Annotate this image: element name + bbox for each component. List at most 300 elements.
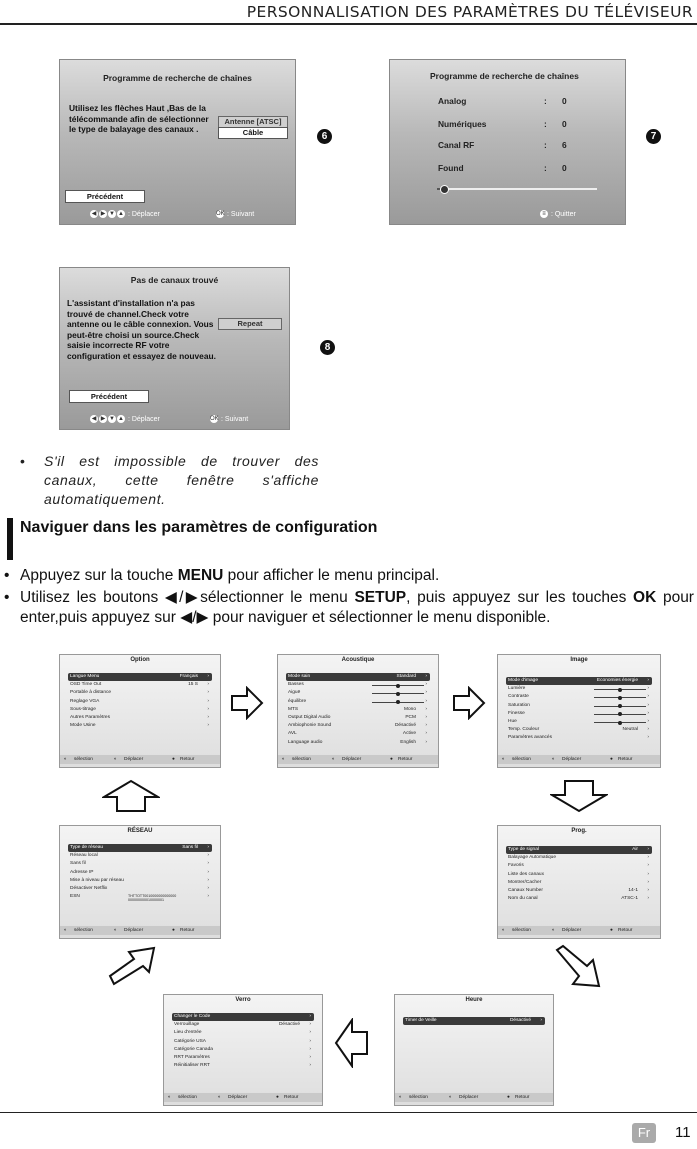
result-separator: : xyxy=(544,96,547,106)
chevron-right-icon: › xyxy=(207,845,209,850)
step-number-6: 6 xyxy=(317,129,332,144)
move-icon: ◐ xyxy=(218,1095,221,1100)
menu-row[interactable] xyxy=(68,714,212,722)
menu-footer xyxy=(395,1093,553,1102)
result-separator: : xyxy=(544,119,547,129)
menu-row[interactable] xyxy=(506,895,652,903)
menu-row-label: Sous-titrage xyxy=(70,706,96,712)
value-slider[interactable] xyxy=(372,693,424,694)
menu-row[interactable] xyxy=(68,885,212,893)
back-icon: ● xyxy=(172,757,175,762)
menu-row[interactable] xyxy=(286,722,430,730)
menu-row-value: 14-1 xyxy=(628,888,638,893)
menu-row-label: Language audio xyxy=(288,739,323,745)
back-icon: ● xyxy=(276,1095,279,1100)
menu-footer xyxy=(498,926,660,935)
menu-row-label: Contraste xyxy=(508,694,529,700)
chevron-right-icon: › xyxy=(309,1030,311,1036)
select-hint: sélection xyxy=(74,928,93,933)
back-hint: Retour xyxy=(180,928,195,933)
menu-row[interactable] xyxy=(506,710,652,718)
menu-row[interactable] xyxy=(286,714,430,722)
repeat-button[interactable]: Repeat xyxy=(218,318,282,330)
menu-row-label: Ambiophonie Sound xyxy=(288,723,332,729)
result-value: 0 xyxy=(562,119,567,129)
screen-scan-progress xyxy=(389,59,626,225)
menu-row-value: Mono xyxy=(404,706,416,712)
page-title: PERSONNALISATION DES PARAMÈTRES DU TÉLÉVISEUR xyxy=(246,3,693,21)
slider-knob xyxy=(396,692,400,696)
menu-row-label: Adresse IP xyxy=(70,869,94,875)
menu-row-value: Sans fil xyxy=(182,845,198,850)
chevron-right-icon: › xyxy=(425,682,427,688)
navigate-icon: ◐ xyxy=(168,1095,171,1100)
menu-row[interactable] xyxy=(506,702,652,710)
menu-row-label: Temp. Couleur xyxy=(508,727,540,733)
back-hint: Retour xyxy=(284,1095,299,1100)
note-paragraph: • S'il est impossible de trouver des canaux, cette fenêtre s'affiche automatiquement. xyxy=(20,453,319,507)
menu-row-label: Langue Menu xyxy=(70,674,100,679)
chevron-right-icon: › xyxy=(207,682,209,688)
chevron-right-icon: › xyxy=(647,727,649,733)
value-slider[interactable] xyxy=(594,689,646,690)
chevron-right-icon: › xyxy=(425,731,427,737)
chevron-right-icon: › xyxy=(647,702,649,708)
move-icon: ◐ xyxy=(552,757,555,762)
select-hint: sélection xyxy=(178,1095,197,1100)
menu-row[interactable] xyxy=(68,877,212,885)
menu-row[interactable] xyxy=(172,1062,314,1070)
quit-label: : Quitter xyxy=(550,210,576,218)
next-label: : Suivant xyxy=(226,210,255,218)
menu-row-label: Paramètres avancés xyxy=(508,735,552,741)
slider-knob xyxy=(618,704,622,708)
chevron-right-icon: › xyxy=(647,847,649,852)
exit-icon: ≡ xyxy=(540,210,548,218)
back-icon: ● xyxy=(610,928,613,933)
move-icon: ◐ xyxy=(332,757,335,762)
chevron-right-icon: › xyxy=(309,1046,311,1052)
chevron-right-icon: › xyxy=(647,855,649,861)
menu-row[interactable] xyxy=(286,681,430,689)
header-rule xyxy=(0,23,697,25)
menu-row-label: Désactiver Netflix xyxy=(70,886,108,891)
up-arrow-icon: ▲ xyxy=(118,211,124,217)
menu-row[interactable] xyxy=(68,860,212,868)
menu-row-value: Standard xyxy=(396,674,416,679)
back-hint: Retour xyxy=(180,757,195,762)
select-hint: sélection xyxy=(292,757,311,762)
screen-footer xyxy=(90,210,160,218)
result-value: 6 xyxy=(562,140,567,150)
arrow-right-icon xyxy=(451,686,487,720)
chevron-right-icon: › xyxy=(309,1055,311,1060)
scan-result-row xyxy=(438,119,588,129)
next-label: : Suivant xyxy=(220,415,249,423)
menu-row[interactable] xyxy=(172,1013,314,1021)
chevron-right-icon: › xyxy=(207,886,209,891)
step-number-8: 8 xyxy=(320,340,335,355)
navigate-icon: ◐ xyxy=(64,757,67,762)
menu-heure xyxy=(394,994,554,1106)
menu-row[interactable] xyxy=(506,862,652,870)
menu-row[interactable] xyxy=(506,677,652,685)
chevron-right-icon: › xyxy=(207,861,209,867)
chevron-right-icon: › xyxy=(540,1018,542,1023)
chevron-right-icon: › xyxy=(647,879,649,885)
menu-row-value: Air xyxy=(632,847,638,852)
result-separator: : xyxy=(544,163,547,173)
right-arrow-icon: ▶ xyxy=(100,211,106,217)
menu-row-label: Type de réseau xyxy=(70,845,104,850)
screen-message: L'assistant d'installation n'a pas trouvé de channel.Check votre antenne ou le câble connexion. Vous peut-être choisi un source.Check saisie incorrecte RF votre configuration et essayez de nouveau. xyxy=(67,298,216,361)
menu-row[interactable] xyxy=(506,846,652,854)
move-hint: Déplacer xyxy=(342,757,362,762)
move-hint: Déplacer xyxy=(124,928,144,933)
chevron-right-icon: › xyxy=(309,1063,311,1069)
menu-row-label: MTS xyxy=(288,706,299,712)
menu-title: Prog. xyxy=(571,828,587,834)
back-hint: Retour xyxy=(398,757,413,762)
menu-row-value: Désactivé xyxy=(509,1018,531,1023)
navigate-icon: ◐ xyxy=(502,928,505,933)
slider-knob xyxy=(396,700,400,704)
menu-row[interactable] xyxy=(286,673,430,681)
arrow-down-icon xyxy=(550,779,608,813)
menu-row-label: Réinitialiser RRT xyxy=(174,1063,210,1069)
menu-footer xyxy=(60,926,220,935)
screen-footer xyxy=(540,210,576,218)
slider-knob xyxy=(618,721,622,725)
ok-icon: OK xyxy=(216,211,225,217)
menu-title: Acoustique xyxy=(341,657,375,663)
menu-row-value: Active xyxy=(402,731,416,737)
back-icon: ● xyxy=(390,757,393,762)
menu-row[interactable] xyxy=(68,698,212,706)
menu-row-label: Catégorie USA xyxy=(174,1038,206,1044)
menu-row-label: Aiguë xyxy=(288,690,301,696)
menu-row-label: ESN xyxy=(70,894,80,900)
menu-row-label: Mode Usine xyxy=(70,723,96,729)
select-hint: sélection xyxy=(409,1095,428,1100)
menu-row[interactable] xyxy=(506,718,652,726)
menu-row-label: Portable à distance xyxy=(70,690,112,696)
previous-button[interactable]: Précédent xyxy=(69,390,149,403)
back-icon: ● xyxy=(610,757,613,762)
menu-prog xyxy=(497,825,661,939)
step-number-7: 7 xyxy=(646,129,661,144)
chevron-right-icon: › xyxy=(207,715,209,720)
chevron-right-icon: › xyxy=(425,690,427,696)
menu-row-value: Désactivé xyxy=(394,723,416,729)
menu-row-label: Output Digital Audio xyxy=(288,715,331,720)
chevron-right-icon: › xyxy=(207,853,209,859)
chevron-right-icon: › xyxy=(647,710,649,716)
navigate-icon: ◐ xyxy=(64,928,67,933)
menu-row-label: Catégorie Canada xyxy=(174,1046,213,1052)
footer-rule xyxy=(0,1112,697,1113)
menu-row[interactable] xyxy=(68,869,212,877)
menu-key: MENU xyxy=(177,567,224,584)
select-hint: sélection xyxy=(74,757,93,762)
value-slider[interactable] xyxy=(594,706,646,707)
menu-row-label: Favoris xyxy=(508,863,524,869)
menu-row-label: Finesse xyxy=(508,710,525,716)
menu-row[interactable] xyxy=(506,734,652,742)
result-label: Found xyxy=(438,163,464,173)
menu-row[interactable] xyxy=(68,844,212,852)
menu-row[interactable] xyxy=(506,871,652,879)
value-slider[interactable] xyxy=(372,685,424,686)
move-icon: ◐ xyxy=(449,1095,452,1100)
slider-knob xyxy=(396,684,400,688)
menu-row-value: Neutral xyxy=(622,727,638,733)
chevron-right-icon: › xyxy=(207,869,209,875)
chevron-right-icon: › xyxy=(207,706,209,712)
menu-row-label: Sans fil xyxy=(70,861,86,867)
menu-reseau xyxy=(59,825,221,939)
result-label: Canal RF xyxy=(438,140,475,150)
menu-row-label: Liste des canaux xyxy=(508,871,545,877)
menu-row-label: Autres Paramètres xyxy=(70,715,110,720)
menu-row[interactable] xyxy=(506,887,652,895)
menu-row-label: Reglage VGA xyxy=(70,698,100,704)
menu-row-value: English xyxy=(400,739,416,745)
menu-row-value: PCM xyxy=(405,715,416,720)
screen-title: Programme de recherche de chaînes xyxy=(103,73,252,83)
down-arrow-icon: ▼ xyxy=(109,416,115,422)
menu-image xyxy=(497,654,661,768)
menu-row[interactable] xyxy=(172,1054,314,1062)
menu-row[interactable] xyxy=(506,854,652,862)
page-header xyxy=(0,0,697,26)
menu-row-label: Balayage Automatique xyxy=(508,855,557,861)
arrow-left-icon xyxy=(334,1018,370,1068)
menu-row-value: THTTOTT0010000000000000 000000000010000001 xyxy=(128,894,177,903)
menu-row[interactable] xyxy=(68,673,212,681)
up-arrow-icon: ▲ xyxy=(118,416,124,422)
section-marker xyxy=(7,518,13,560)
back-icon: ● xyxy=(507,1095,510,1100)
language-badge: Fr xyxy=(632,1123,656,1143)
chevron-right-icon: › xyxy=(207,698,209,704)
navigate-icon: ◐ xyxy=(502,757,505,762)
move-icon: ◐ xyxy=(114,928,117,933)
menu-row-label: Réseau local xyxy=(70,853,98,859)
page-number: 11 xyxy=(675,1124,691,1141)
down-arrow-icon: ▼ xyxy=(109,211,115,217)
setup-key: SETUP xyxy=(354,589,407,606)
chevron-right-icon: › xyxy=(647,896,649,902)
menu-footer xyxy=(60,755,220,764)
chevron-right-icon: › xyxy=(207,723,209,729)
menu-row-value: Désactivé xyxy=(278,1022,300,1028)
menu-row[interactable] xyxy=(172,1021,314,1029)
menu-option xyxy=(59,654,221,768)
slider-knob xyxy=(618,688,622,692)
menu-row[interactable] xyxy=(286,706,430,714)
arrow-right-icon xyxy=(229,686,265,720)
back-hint: Retour xyxy=(515,1095,530,1100)
result-value: 0 xyxy=(562,163,567,173)
chevron-right-icon: › xyxy=(647,719,649,724)
menu-footer xyxy=(278,755,438,764)
menu-row-label: AVL xyxy=(288,731,297,737)
menu-row[interactable] xyxy=(506,693,652,701)
menu-row[interactable] xyxy=(286,689,430,697)
chevron-right-icon: › xyxy=(207,674,209,679)
menu-row-label: Saturation xyxy=(508,702,530,708)
select-hint: sélection xyxy=(512,757,531,762)
value-slider[interactable] xyxy=(594,722,646,723)
result-separator: : xyxy=(544,140,547,150)
navigate-icon: ◐ xyxy=(399,1095,402,1100)
screen-title: Pas de canaux trouvé xyxy=(130,275,219,285)
option-antenna[interactable]: Antenne [ATSC] xyxy=(218,116,288,128)
text: Appuyez sur la touche xyxy=(20,567,178,584)
menu-verro xyxy=(163,994,323,1106)
chevron-right-icon: › xyxy=(647,694,649,700)
slider-knob xyxy=(618,712,622,716)
chevron-right-icon: › xyxy=(425,739,427,745)
chevron-right-icon: › xyxy=(309,1022,311,1028)
menu-row-label: Canaux Number xyxy=(508,888,543,893)
menu-row[interactable] xyxy=(286,698,430,706)
chevron-right-icon: › xyxy=(207,690,209,696)
scan-result-row xyxy=(438,140,588,150)
menu-row-label: Verrouillage xyxy=(174,1022,200,1028)
scan-progress-knob xyxy=(440,185,449,194)
value-slider[interactable] xyxy=(372,702,424,703)
menu-row-value: Economies énergie xyxy=(596,678,638,683)
slider-knob xyxy=(618,696,622,700)
move-label: : Déplacer xyxy=(127,415,160,423)
screen-footer xyxy=(90,415,160,423)
result-label: Numériques xyxy=(438,119,487,129)
menu-row-label: Changer le Code xyxy=(174,1014,211,1019)
option-cable[interactable]: Câble xyxy=(218,127,288,139)
result-value: 0 xyxy=(562,96,567,106)
chevron-right-icon: › xyxy=(647,888,649,893)
chevron-right-icon: › xyxy=(647,863,649,869)
menu-row[interactable] xyxy=(506,726,652,734)
left-arrow-icon: ◀ xyxy=(91,211,97,217)
move-icon: ◐ xyxy=(552,928,555,933)
menu-row-label: Montrer/Cacher xyxy=(508,879,542,885)
scan-progress-track xyxy=(437,188,597,190)
text: pour enter,puis appuyez sur ◀/▶ pour naviguer et sélectionner le menu disponible. xyxy=(20,589,694,626)
ok-icon: OK xyxy=(210,416,219,422)
screen-instruction: Utilisez les flèches Haut ,Bas de la télécommande afin de sélectionner le type de balayage des canaux . xyxy=(69,103,209,134)
menu-row-label: équilibre xyxy=(288,698,307,704)
instruction-2: • Utilisez les boutons ◀/▶sélectionner le menu SETUP, puis appuyez sur les touches OK pour enter,puis appuyez sur ◀/▶ pour naviguer et sélectionner le menu disponible. xyxy=(4,589,694,626)
back-icon: ● xyxy=(172,928,175,933)
chevron-right-icon: › xyxy=(647,871,649,877)
ok-key: OK xyxy=(633,589,657,606)
left-arrow-icon: ◀ xyxy=(91,416,97,422)
select-hint: sélection xyxy=(512,928,531,933)
scan-result-row xyxy=(438,163,588,173)
menu-row-label: Mise à niveau par réseau xyxy=(70,877,124,883)
menu-row[interactable] xyxy=(68,852,212,860)
screen-scan-type xyxy=(59,59,296,225)
right-arrow-icon: ▶ xyxy=(100,416,106,422)
move-hint: Déplacer xyxy=(562,757,582,762)
text: Utilisez les boutons ◀/▶sélectionner le menu xyxy=(20,589,355,606)
arrow-up-right-icon xyxy=(108,944,158,988)
screen-no-channels xyxy=(59,267,290,430)
chevron-right-icon: › xyxy=(425,698,427,704)
chevron-right-icon: › xyxy=(647,686,649,692)
screen-footer-next xyxy=(210,415,248,423)
menu-row-label: Type de signal xyxy=(508,847,539,852)
menu-row[interactable] xyxy=(403,1017,545,1025)
menu-row-label: OSD Time Out xyxy=(70,682,102,688)
move-hint: Déplacer xyxy=(459,1095,479,1100)
menu-title: Option xyxy=(130,657,150,663)
menu-row[interactable] xyxy=(68,706,212,714)
move-hint: Déplacer xyxy=(124,757,144,762)
chevron-right-icon: › xyxy=(207,877,209,883)
menu-row-label: Basses xyxy=(288,682,304,688)
menu-row-label: Timer de Veille xyxy=(405,1018,437,1023)
menu-row-label: Mode sain xyxy=(288,674,311,679)
result-label: Analog xyxy=(438,96,467,106)
menu-row[interactable] xyxy=(68,722,212,730)
move-icon: ◐ xyxy=(114,757,117,762)
menu-row-label: Mode d'image xyxy=(508,678,538,683)
menu-row-label: Nom du canal xyxy=(508,896,538,902)
menu-row[interactable] xyxy=(286,730,430,738)
arrow-down-right-icon xyxy=(553,944,603,990)
menu-row-value: ATSC-1 xyxy=(621,896,638,902)
text: pour afficher le menu principal. xyxy=(223,567,440,584)
chevron-right-icon: › xyxy=(425,674,427,679)
arrow-up-icon xyxy=(102,779,160,813)
menu-title: Verro xyxy=(235,997,251,1003)
menu-row[interactable] xyxy=(172,1029,314,1037)
previous-button[interactable]: Précédent xyxy=(65,190,145,203)
menu-row[interactable] xyxy=(68,681,212,689)
chevron-right-icon: › xyxy=(425,706,427,712)
menu-title: Image xyxy=(570,657,588,663)
menu-title: Heure xyxy=(465,997,483,1003)
value-slider[interactable] xyxy=(594,714,646,715)
move-hint: Déplacer xyxy=(228,1095,248,1100)
note-text: S'il est impossible de trouver des canaux, cette fenêtre s'affiche automatiquement. xyxy=(44,453,319,507)
instruction-1: • Appuyez sur la touche MENU pour afficher le menu principal. xyxy=(4,567,440,584)
menu-row[interactable] xyxy=(172,1038,314,1046)
menu-row[interactable] xyxy=(172,1046,314,1054)
menu-row[interactable] xyxy=(68,893,212,901)
menu-row[interactable] xyxy=(506,879,652,887)
menu-row[interactable] xyxy=(68,689,212,697)
screen-title: Programme de recherche de chaînes xyxy=(430,71,579,81)
menu-row[interactable] xyxy=(286,739,430,747)
menu-row-label: RRT Paramètres xyxy=(174,1055,210,1060)
chevron-right-icon: › xyxy=(207,894,209,900)
menu-row-label: Lumière xyxy=(508,686,526,692)
back-hint: Retour xyxy=(618,757,633,762)
navigate-icon: ◐ xyxy=(282,757,285,762)
move-label: : Déplacer xyxy=(127,210,160,218)
value-slider[interactable] xyxy=(594,697,646,698)
chevron-right-icon: › xyxy=(425,723,427,729)
text: , puis appuyez sur les touches xyxy=(406,589,634,606)
menu-footer xyxy=(164,1093,322,1102)
menu-row[interactable] xyxy=(506,685,652,693)
chevron-right-icon: › xyxy=(425,715,427,720)
